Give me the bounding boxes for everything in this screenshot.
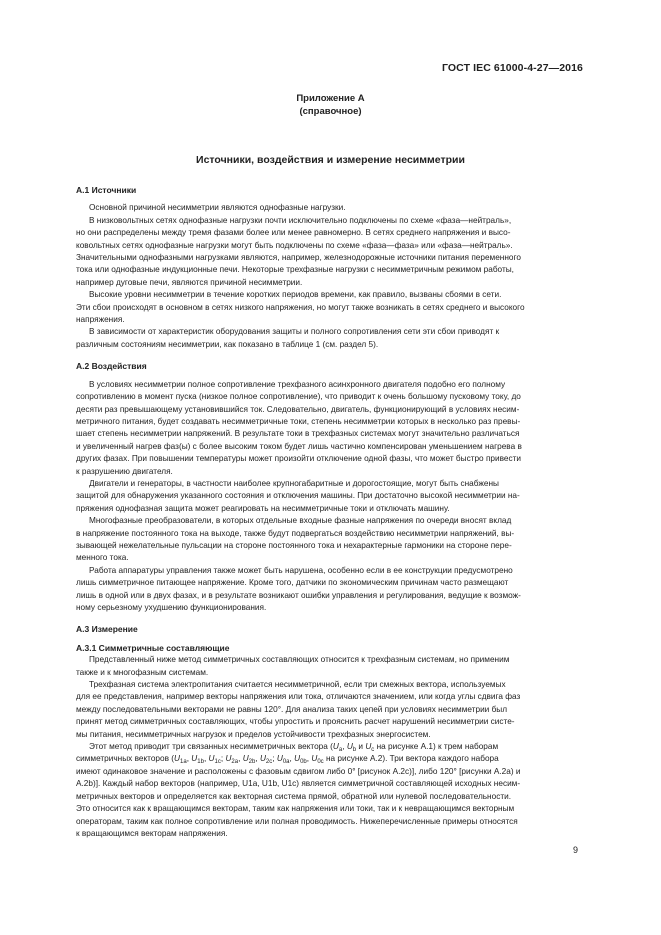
text-line: напряжения. bbox=[76, 315, 125, 325]
text-line: Эти сбои происходят в основном в сетях низкого напряжения, но могут также возникать в сетях среднего и высокого bbox=[76, 302, 525, 312]
appendix-heading bbox=[0, 93, 661, 118]
text-line: Трехфазная система электропитания считается несимметричной, если три смежных вектора, используемых bbox=[89, 680, 506, 690]
text-line: Высокие уровни несимметрии в течение коротких периодов времени, как правило, вызваны сбоями в сети. bbox=[89, 290, 502, 300]
text-line: менного тока. bbox=[76, 553, 129, 563]
page-number: 9 bbox=[572, 845, 578, 855]
section-heading-a1: А.1 Источники bbox=[76, 185, 137, 195]
text-line: мы питания, несимметричных нагрузок и пределов устойчивости трехфазных энергосистем. bbox=[76, 729, 431, 739]
text-line: имеют одинаковое значение и расположены с фазовым сдвигом либо 0° [рисунок А.2c)], либо 120° [рисунки А.2a) и bbox=[76, 766, 521, 776]
text-line: метричных векторов и определяется как векторная система прямой, обратной или нулевой последовательности. bbox=[76, 791, 512, 801]
text-line: В низковольтных сетях однофазные нагрузки почти исключительно подключены по схеме «фаза—нейтраль», bbox=[89, 215, 512, 225]
text-line: в напряжение постоянного тока на выходе, также будут подвергаться воздействию несимметрии напряжений, вы- bbox=[76, 528, 515, 538]
text-line: пряжения однофазная защита может реагировать на несимметричные токи и отключать машину. bbox=[76, 503, 450, 513]
text-line: и увеличенный нагрев фаз(ы) с более высоким током будет лишь частично компенсирован уменьшением нагрева в bbox=[76, 441, 522, 451]
text-line: сопротивлению в момент пуска (низкое полное сопротивление), что приводит к очень большому пусковому току, до bbox=[76, 392, 521, 402]
text-line: между последовательными векторами не равны 120°. Для анализа таких цепей при условиях несимметрии был bbox=[76, 704, 508, 714]
text-line: лишь симметричное питающее напряжение. Кроме того, датчики по экономическим причинам часто размещают bbox=[76, 578, 509, 588]
text-line: десяти раз превышающему установившийся ток. Следовательно, двигатель, функционирующий в условиях несим- bbox=[76, 404, 520, 414]
text-line: зывающей нежелательные пульсации на стороне постоянного тока и нехарактерные гармоники на стороне пере- bbox=[76, 540, 512, 550]
text-line: лишь в одной или в двух фазах, и в результате возникают ошибки управления и регулирования, ведущие к возмож- bbox=[76, 590, 521, 600]
text-line: В зависимости от характеристик оборудования защиты и полного сопротивления сети эти сбои приводят к bbox=[89, 327, 500, 337]
text-line: ковольтных сетях однофазные нагрузки могут быть подключены по схеме «фаза—фаза» или «фаза—нейтраль». bbox=[76, 240, 513, 250]
text-line: шает степень несимметрии напряжений. В результате токи в трехфазных системах могут значительно различаться bbox=[76, 429, 520, 439]
text-line: Это относится как к вращающимся векторам, таким как напряжения или токи, так и к невращающимся векторным bbox=[76, 804, 515, 814]
text-line: тока или однофазные индукционные печи. Некоторые трехфазные нагрузки с несимметричным режимом работы, bbox=[76, 265, 514, 275]
appendix-title: Приложение А bbox=[296, 93, 365, 104]
vector-line-1: Этот метод приводит три связанных несимметричных вектора ($U_a$, $U_b$ и $U_c$ на рисунке А.1) к трем наборам bbox=[89, 742, 499, 754]
text-line: Представленный ниже метод симметричных составляющих относится к трехфазным системам, но применим bbox=[89, 655, 510, 665]
section-heading-a3: А.3 Измерение bbox=[76, 624, 138, 635]
text-line: В условиях несимметрии полное сопротивление трехфазного асинхронного двигателя подобно его полному bbox=[89, 379, 506, 389]
section-a1-text bbox=[76, 202, 582, 351]
text-line: к вращающимся векторам напряжения. bbox=[76, 828, 228, 838]
appendix-subtitle: (справочное) bbox=[299, 105, 362, 117]
text-line: различным состояниям несимметрии, как показано в таблице 1 (см. раздел 5). bbox=[76, 339, 379, 349]
text-line: метричного питания, будет создавать несимметричные токи, степень несимметрии которых в несколько раз превы- bbox=[76, 416, 521, 426]
text-line: Многофазные преобразователи, в которых отдельные входные фазные напряжения по очереди вносят вклад bbox=[89, 516, 512, 526]
subsection-heading-a31: А.3.1 Симметричные составляющие bbox=[76, 642, 230, 653]
section-a2-text bbox=[76, 379, 582, 615]
text-line: также и к многофазным системам. bbox=[76, 667, 209, 677]
text-line: А.2b)]. Каждый набор векторов (например, U1a, U1b, U1c) является симметричной составляющей исходных несим- bbox=[76, 779, 521, 789]
text-line: Основной причиной несимметрии являются однофазные нагрузки. bbox=[89, 203, 346, 213]
section-a3-text bbox=[76, 654, 582, 840]
text-line: к разрушению двигателя. bbox=[76, 466, 173, 476]
text-line: Работа аппаратуры управления также может быть нарушена, особенно если в ее конструкции предусмотрено bbox=[89, 565, 513, 575]
text-line: но они распределены между тремя фазами более или менее равномерно. В сетях среднего напряжения и высо- bbox=[76, 228, 511, 238]
text-line: например дуговые печи, являются причиной несимметрии. bbox=[76, 277, 303, 287]
text-line: Двигатели и генераторы, в частности наиболее крупногабаритные и дорогостоящие, могут быть снабжены bbox=[89, 478, 499, 488]
document-body bbox=[76, 184, 582, 840]
text-line: Значительными однофазными нагрузками являются, например, железнодорожные источники питания переменного bbox=[76, 253, 521, 263]
text-line: операторам, таким как полное сопротивление или полная проводимость. Нижеперечисленные примеры относятся bbox=[76, 816, 518, 826]
text-line: защитой для обнаружения указанного состояния и отключения машины. При достаточно высокой несимметрии на- bbox=[76, 491, 520, 501]
standard-number: ГОСТ IEC 61000-4-27—2016 bbox=[441, 62, 583, 74]
text-line: для ее представления, например векторы напряжения или тока, отличаются значением, или когда углы сдвига фаз bbox=[76, 692, 521, 702]
text-line: других фазах. При повышении температуры может произойти отключение одной фазы, что может быстро привести bbox=[76, 454, 521, 464]
section-heading-a2: А.2 Воздействия bbox=[76, 361, 147, 372]
vector-line-2: симметричных векторов ($U_{1a}$, $U_{1b}$, $U_{1c}$; $U_{2a}$, $U_{2b}$, $U_{2c}$; $U_{0a}$, $U_{0b}$, $U_{0c}$ на рисунке А.2). Три вектора каждого набора bbox=[76, 754, 499, 766]
text-line: принят метод симметричных составляющих, чтобы упростить и прояснить расчет нарушений несимметрии систе- bbox=[76, 717, 515, 727]
text-line: ному серьезному ухудшению функционирования. bbox=[76, 603, 267, 612]
document-title: Источники, воздействия и измерение несимметрии bbox=[196, 154, 465, 166]
